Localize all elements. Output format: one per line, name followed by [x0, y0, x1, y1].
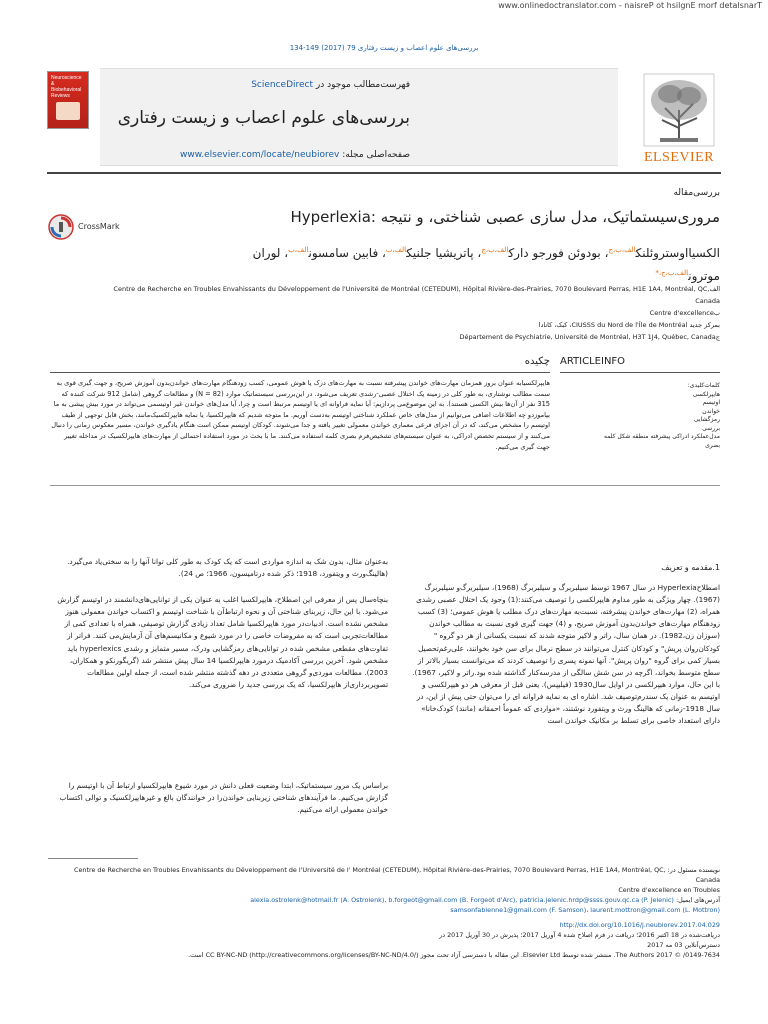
intro-left-column: [48, 556, 388, 691]
intro-paragraph: اصطلاح‌Hyperlexia در سال 1967 توسط سیلبربرگ و سیلبربرگ (1968)، سیلبربرگ‌و سیلبربرگ (1967). چهار ویژگی به طور مداوم هایپرلکسی را توصیف می‌کنند:(1) وجود یک اختلال عصبی رشدی همراه، (2) مهارت‌های خواندن پیشرفته، نسبت‌به مهارت‌های درک مطلب یا هوش عمومی؛ (3) کسب زودهنگام مهارت‌های خواندن‌بدون آموزش صریح، و (4) جهت گیری قوی نسبت به مطالب خواندن (سوزان زن،1982). در همان سال، راتر و لاکیر متوجه شدند که نسبت یکسانی از هر دو گروه " کودکان‌روان پریش" و کودکان کنترل می‌توانند در سطح نرمال برای سن خود بخوانند، علی‌رغم‌تحصیل بسیار کمی برای گروه "روان پریش". آنها نمونه پسری را توصیف کردند که می‌توانست بسیار بالاتر از سطح متوسط بخواند، اگرچه در سن شش سالگی از مدرسه‌کنار گذاشته شده بود.راتر و لاکیر، 1967). با این حال، موارد هیپرلکسی در اوایل سال1930 (فیلیپس). یعنی قبل از معرفی هر دو هیپرلکسی و اوتیسم به عنوان یک سندرم‌توصیف شد. اشاره ای به نمایه فراوانه ای را می‌توان حتی پیش از این، در سال 1918-زمانی که هالینگ ورث و ویتفورد نوشتند، «مواردی که عموماً احمقانه (مانند) کودک‌خانا» دارای استعداد خاصی برای تسلط بر مکانیک خواندن است: [412, 583, 720, 726]
email-addresses: [48, 895, 720, 905]
intro-paragraph: بنچاه‌سال پس از معرفی این اصطلاح، هایپرلکسیا اغلب به عنوان یکی از توانایی‌های‌دانشمند در اوتیسم گزارش می‌شود. با این حال، زیربنای شناختی آن و نحوه ارتباط‌آن با شناخت اوتیسم و اکتساب خواندن معمولی هنوز مشخص نشده است. ادبیات‌در مورد هایپرلکسیا شامل تعداد زیادی گزارش توصیفی، همراه با تعدادی کمی از مطالعات‌تجربی است که به مفروضات خاصی را در مورد شیوع و مکانیسم‌های آن آزمایش‌می کنند. فراتر از تفاوت‌های مقطعی مشخص شده در توانایی‌های رمزگشایی ودرک، مسیر متمایز و رشدی hyperlexics باید مشخص شود. آخرین بررسی آکادمیک درمورد هایپرلکسیا 14 سال پیش منتشر شد (گریگورنکو و همکاران، 2003). مطالعات موردی‌و گروهی متعددی در دهه گذشته منتشر شده است، از جمله اولین مطالعات تصویربرداری‌از هایپرلکسیا، که یک بررسی جدید را ضروری می‌کند.: [57, 595, 388, 689]
article-title: مروری‌سیستماتیک، مدل سازی عصبی شناختی، و نتیجه :Hyperlexia: [290, 208, 720, 226]
keyword-item: خواندن: [702, 407, 720, 415]
corresponding-author: نویسنده مسئول در: Centre de Recherche en Troubles Envahissants du Développement de l'Université de l' Montréal (CETEDUM), Hôpital Rivière-des-Prairies, 7070 Boulevard Perras, H1E 1A4, Montréal, QC, Canada: [74, 866, 720, 884]
affiliation-item: بCentre d'excellence: [649, 309, 720, 317]
author-name: ، لوران: [252, 246, 289, 260]
article-type: بررسی‌مقاله: [673, 188, 720, 198]
received-dates: دریافت‌شده در 18 اکتبر 2016؛ دریافت در فرم اصلاح شده 4 آوریل 2017؛ پذیرش در 30 آوریل 2017 در: [439, 931, 720, 939]
article-info-heading: ARTICLEINFO: [560, 356, 626, 367]
homepage-prefix: صفحه‌اصلی مجله:: [342, 150, 410, 160]
intro-right-column: [410, 562, 720, 727]
journal-homepage-line: [110, 150, 410, 160]
contents-available-line: [110, 80, 410, 90]
abstract-end-rule: [50, 485, 720, 486]
author-affil-marker[interactable]: الف،ب،ج: [481, 246, 509, 254]
keyword-item: رمزگشایی: [693, 416, 720, 423]
keyword-item: بررسی: [702, 424, 720, 432]
intro-paragraph: براساس یک مرور سیستماتیک، ابتدا وضعیت فعلی دانش در مورد شیوع هایپرلکسیاو ارتباط آن با اوتیسم را گزارش می‌کنیم. ما فرآیندهای شناختی زیربنایی خواندن‌را در خوانندگان بالغ و غیرهایپرلکسیک و توالی اکتساب خواندن معمولی ارائه می‌کنیم.: [59, 781, 388, 815]
abstract-heading: چکیده: [524, 356, 550, 367]
author-name: ، فابین سامسون: [308, 246, 386, 260]
keywords-label: کلمات‌کلیدی:: [687, 382, 720, 389]
author-affil-marker[interactable]: الف،ب: [288, 246, 309, 254]
cover-brain-image: [56, 102, 80, 120]
author-line-1: [110, 240, 720, 263]
author-affil-marker[interactable]: الف،ب: [385, 246, 407, 254]
doi-link[interactable]: http://dx.doi.org/10.1016/j.neubiorev.2017.04.029: [559, 921, 720, 929]
email-links[interactable]: alexia.ostrolenk@hotmail.fr (A. Ostrolenk), b.forgeot@gmail.com (B. Forgeot d'Arc), patricia.jelenic.hrdp@ssss.gouv.qc.ca (P. Jelenic): [250, 896, 674, 904]
affiliation-item: بمرکز جدید CIUSSS du Nord de l'Île de Montréal، کبک، کانادا: [538, 321, 720, 329]
keyword-item: بصری: [705, 441, 720, 449]
contents-prefix: فهرست‌مطالب موجود در: [315, 80, 410, 90]
journal-reference[interactable]: بررسی‌های علوم اعصاب و زیست رفتاری 79 (2017) 149-134: [289, 44, 479, 52]
abstract-text: هایپرلکسیابه عنوان بروز همزمان مهارت‌های خواندن پیشرفته نسبت به مهارت‌های درک یا هوش عمومی، کسب زودهنگام مهارت‌های خواندن‌بدون آموزش صریح، و جهت گیری قوی به سمت مطالب نوشتاری، به طور کلی در زمینه یک اختلال عصبی-رشدی تعریف می‌شود. در این‌بررسی سیستماتیک موارد (82 = N) و مطالعات گروهی (شامل 912 شرکت کننده که 315 نفر از آن‌ها بیش الکسی هستند). به این موضوع‌می پردازیم: آیا نمایه فراوانه ای یا اوتیسم مرتبط است و چرا، آیا مدل‌های خواندن غیر اوتیسمی می‌تواند در مورد بیش پیشی به ما بیاموزدو چه اطلاعات اضافی می‌توانیم از مدل‌های خاص عملکرد شناختی اوتیسم به‌دست آوریم. ما متوجه شدیم که هایپرلکسیا، یا نمایه هایپرلکسیک‌مانند، بخش قابل توجهی از طیف اوتیسم را مشخص می‌کند، که در آن اجزای فرعی معماری خواندن معمولی تغییر یافته و جدا می‌شوند. کودکان اوتیسم ممکن است هنگام یادگیری خواندن، مسیر معکوس زمانی را دنبال می‌کنند و از سیستم تخصص ادراکی، به عنوان سیستم‌های تشخیص‌فرم بصری کلمه استفاده می‌کنند. ما با بحث در مورد استفاده احتمالی از مهارت‌های هایپرلکسیک در مداخله تغییر جهت گیری می‌کنیم.: [51, 379, 550, 451]
email-links-2[interactable]: samsonfabienne1@gmail.com (F. Samson)، laurent.mottron@gmail.com (L. Mottron): [450, 906, 720, 914]
footnotes: [48, 865, 720, 915]
cover-title: Neuroscience & Biobehavioral Reviews: [51, 75, 82, 99]
keyword-item: مدل‌عملکرد ادراکی پیشرفته منطقه شکل کلمه: [603, 433, 720, 440]
affiliation-item: جDépartement de Psychiatrie, Université de Montréal, H3T 1J4, Québec, Canada: [459, 333, 720, 341]
author-affil-marker[interactable]: الف،ب،ج: [608, 246, 636, 254]
journal-homepage-link[interactable]: www.elsevier.com/locate/neubiorev: [180, 150, 340, 160]
author-name: ، بودوئن فورجو دارک: [508, 246, 609, 260]
corresponding-author-b: Centre d'excellence en Troubles: [618, 886, 720, 894]
license-line[interactable]: 0149-7634/ © 2017 The Authors. منتشر شده توسط Elsevier Ltd. این مقاله با دسترسی آزاد تحت مجوز CC BY-NC-ND (http://creativecommons.org/licenses/BY-NC-ND/4.0/) است.: [188, 951, 720, 959]
article-info-rule: [560, 372, 720, 373]
author-name: الکسیااوستروئلنک: [635, 246, 720, 260]
crossmark-badge[interactable]: [48, 212, 128, 242]
intro-paragraph: به‌عنوان مثال، بدون شک به اندازه مواردی است که یک کودک به طور کلی توانا آنها را به سختی‌یاد می‌گیرد. (هالینگ‌ورث و ویتفورد، 1918؛ ذکر شده درتامیسون، 1966؛ ص 24).: [67, 557, 388, 579]
publication-info: [48, 920, 720, 960]
journal-title: بررسی‌های علوم اعصاب و زیست رفتاری: [117, 108, 410, 128]
top-url-bar[interactable]: www.onlinedoctranslator.com - naisreP ot hsilgnE morf detalsnarT: [498, 1, 762, 10]
online-date: دسترس‌آنلاین 03 مه 2017: [647, 941, 720, 949]
affiliations: [110, 283, 720, 343]
author-affil-marker[interactable]: الف،ب،ج،*: [655, 269, 689, 277]
crossmark-icon: [48, 214, 74, 240]
sciencedirect-link[interactable]: ScienceDirect: [251, 80, 314, 90]
intro-left-column-lower: [48, 780, 388, 816]
keywords-list: [560, 382, 720, 450]
emails-label: آدرس‌های ایمیل:: [675, 896, 720, 904]
header-rule: [47, 172, 721, 174]
affiliation-item: الفCentre de Recherche en Troubles Envahissants du Développement de l'Université de Montréal (CETEDUM), Hôpital Rivière-des-Prairies, 7070 Boulevard Perras, H1E 1A4, Montréal, QC, Canada: [113, 285, 720, 305]
intro-heading: 1.مقدمه و تعریف: [661, 563, 720, 572]
abstract-rule: [50, 372, 550, 373]
keyword-item: اوتیسم: [702, 399, 720, 406]
footnote-rule: [48, 858, 138, 859]
author-name: ، پاتریشیا جلنیک: [406, 246, 482, 260]
author-list: [110, 240, 720, 286]
crossmark-label: CrossMark: [78, 222, 120, 231]
author-name: موترون: [688, 269, 720, 283]
journal-cover-image: [47, 71, 89, 129]
publisher-name: ELSEVIER: [643, 150, 715, 165]
keyword-item: هایپرلکسی: [692, 390, 720, 398]
